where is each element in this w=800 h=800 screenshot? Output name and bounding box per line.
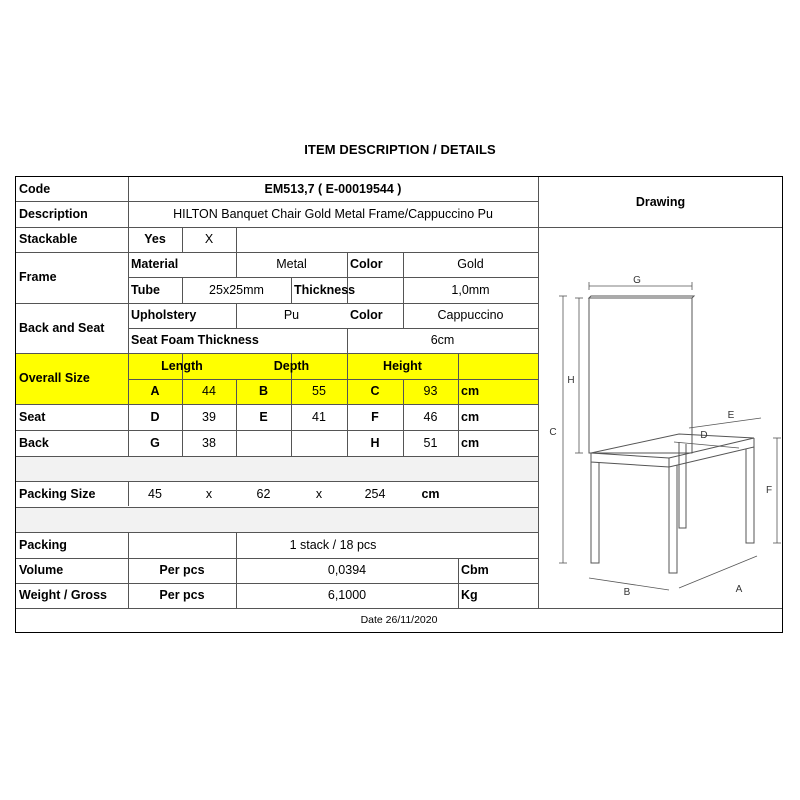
weight-unit: Kg: [461, 588, 478, 603]
material-label: Material: [131, 257, 179, 272]
drawing-label-b: B: [623, 587, 631, 598]
empty-row-2: [16, 507, 538, 532]
description-value: HILTON Banquet Chair Gold Metal Frame/Cappuccino Pu: [173, 206, 493, 221]
tube-label: Tube: [131, 282, 160, 297]
upholstery-color-label: Color: [350, 308, 383, 323]
dim-f-value: 46: [423, 409, 438, 424]
stackable-value: Yes: [144, 232, 166, 247]
height-header: Height: [383, 358, 422, 373]
dim-e-label: E: [259, 409, 268, 424]
dim-d-value: 39: [202, 409, 216, 424]
spec-sheet: [15, 176, 783, 633]
thickness-label: Thickness: [294, 282, 356, 297]
packing-size-height: 254: [364, 486, 386, 501]
drawing-label: Drawing: [635, 194, 686, 209]
overall-unit: cm: [461, 384, 480, 399]
code-value: EM513,7 ( E-00019544 ): [264, 181, 402, 196]
dim-b-value: 55: [312, 384, 326, 399]
frame-color-value: Gold: [457, 257, 484, 272]
drawing-label-c: C: [549, 427, 557, 438]
packing-value: 1 stack / 18 pcs: [289, 537, 377, 552]
volume-value: 0,0394: [327, 563, 367, 578]
foam-thickness-value: 6cm: [430, 333, 455, 348]
overall-size-label: Overall Size: [19, 371, 90, 386]
dim-g-value: 38: [202, 435, 216, 450]
drawing-label-d: D: [700, 430, 708, 441]
volume-unit: Cbm: [461, 563, 489, 578]
packing-label: Packing: [19, 537, 67, 552]
dim-f-label: F: [371, 409, 379, 424]
back-label: Back: [19, 435, 49, 450]
dim-h-label: H: [370, 435, 380, 450]
volume-per: Per pcs: [159, 563, 205, 578]
foam-thickness-label: Seat Foam Thickness: [131, 333, 259, 348]
dim-b-label: B: [258, 384, 269, 399]
depth-header: Depth: [273, 358, 310, 373]
length-header: Length: [161, 358, 203, 373]
description-label: Description: [19, 206, 88, 221]
volume-label: Volume: [19, 563, 64, 578]
packing-size-x1: x: [205, 486, 213, 501]
dim-c-label: C: [370, 384, 380, 399]
thickness-value: 1,0mm: [451, 282, 490, 297]
packing-size-unit: cm: [421, 486, 440, 501]
packing-size-label: Packing Size: [19, 486, 96, 501]
drawing-label-h: H: [567, 375, 575, 386]
stackable-mark: X: [204, 232, 214, 247]
packing-size-length: 45: [148, 486, 162, 501]
dim-c-value: 93: [423, 384, 438, 399]
dim-a-value: 44: [202, 384, 216, 399]
packing-size-depth: 62: [256, 486, 271, 501]
dim-h-value: 51: [423, 435, 438, 450]
empty-row-1: [16, 456, 538, 481]
drawing-label-e: E: [727, 410, 735, 421]
seat-unit: cm: [461, 409, 480, 424]
seat-label: Seat: [19, 409, 46, 424]
dim-a-label: A: [150, 384, 160, 399]
upholstery-value: Pu: [283, 308, 300, 323]
back-unit: cm: [461, 435, 480, 450]
stackable-label: Stackable: [19, 232, 78, 247]
dim-e-value: 41: [312, 409, 326, 424]
chair-drawing: [539, 228, 782, 608]
drawing-label-f: F: [765, 485, 773, 496]
document-title: ITEM DESCRIPTION / DETAILS: [304, 142, 496, 157]
weight-value: 6,1000: [327, 588, 367, 603]
frame-label: Frame: [19, 270, 57, 285]
weight-label: Weight / Gross: [19, 588, 107, 603]
dim-g-label: G: [150, 435, 160, 450]
material-value: Metal: [276, 257, 307, 272]
frame-color-label: Color: [350, 257, 383, 272]
drawing-label-g: G: [633, 275, 641, 286]
packing-size-x2: x: [315, 486, 323, 501]
upholstery-label: Upholstery: [131, 308, 197, 323]
upholstery-color-value: Cappuccino: [437, 308, 504, 323]
tube-value: 25x25mm: [209, 282, 264, 297]
weight-per: Per pcs: [159, 588, 205, 603]
drawing-label-a: A: [735, 584, 743, 595]
back-and-seat-label: Back and Seat: [19, 320, 105, 335]
dim-d-label: D: [150, 409, 160, 424]
document-date: Date 26/11/2020: [360, 614, 438, 627]
code-label: Code: [19, 181, 51, 196]
